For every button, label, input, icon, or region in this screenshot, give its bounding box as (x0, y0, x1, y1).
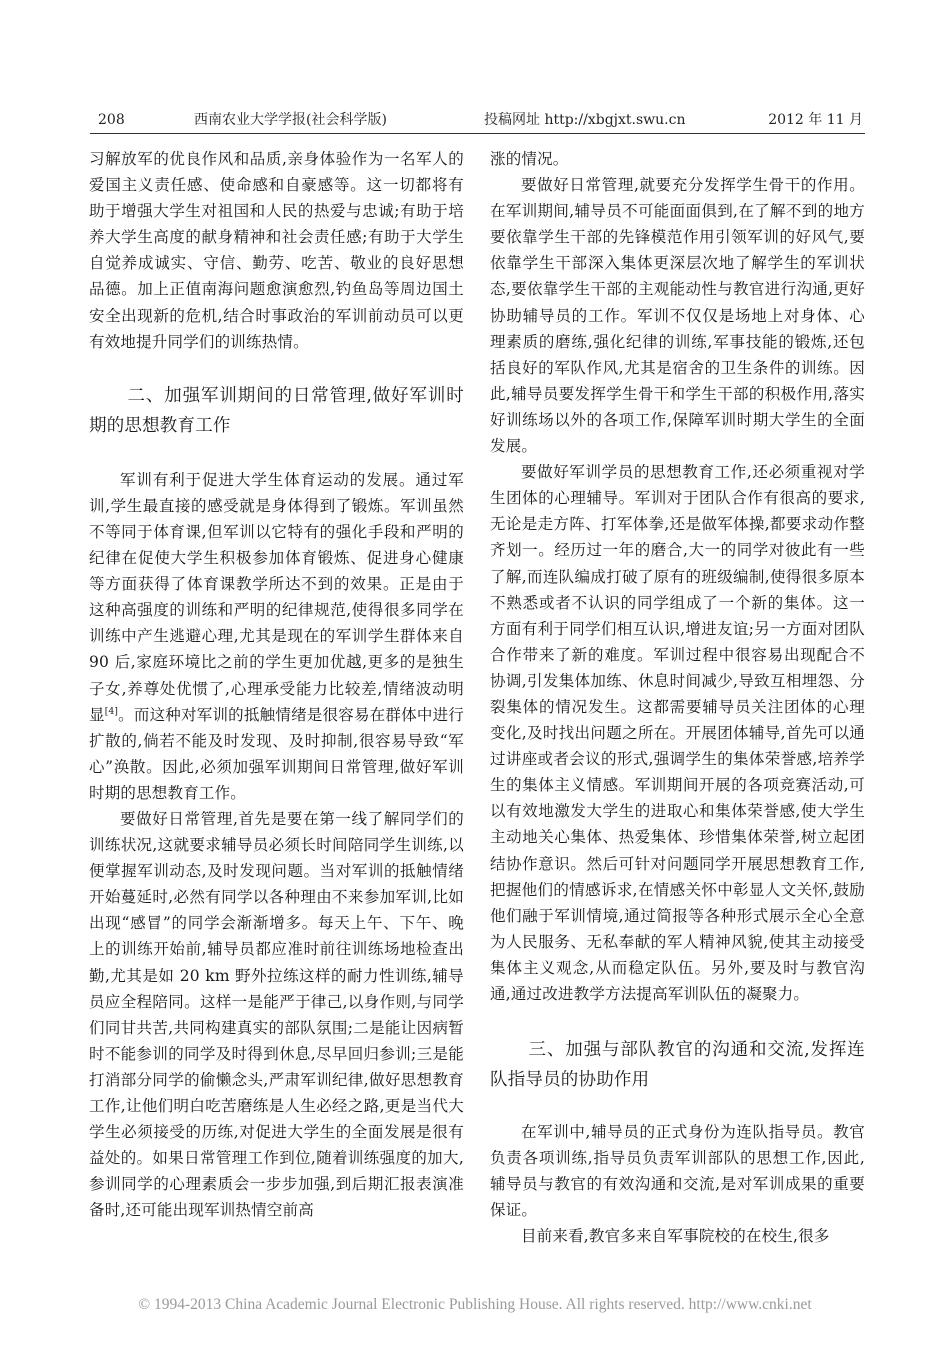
paragraph: 要做好军训学员的思想教育工作,还必须重视对学生团体的心理辅导。军训对于团队合作有很高的要求,无论是走方阵、打军体拳,还是做军体操,都要求动作整齐划一。经历过一年的磨合,大一的同学对彼此有一些了解,而连队编成打破了原有的班级编制,使得很多原本不熟悉或者不认识的同学组成了一个新的集体。这一方面有利于同学们相互认识,增进友谊;另一方面对团队合作带来了新的难度。军训过程中很容易出现配合不协调,引发集体加练、休息时间减少,导致互相埋怨、分裂集体的情况发生。这都需要辅导员关注团体的心理变化,及时找出问题之所在。开展团体辅导,首先可以通过讲座或者会议的形式,强调学生的集体荣誉感,培养学生的集体主义情感。军训期间开展的各项竞赛活动,可以有效地激发大学生的进取心和集体荣誉感,使大学生主动地关心集体、热爱集体、珍惜集体荣誉,树立起团结协作意识。然后可针对问题同学开展思想教育工作,把握他们的情感诉求,在情感关怀中彰显人文关怀,鼓励他们融于军训情境,通过简报等各种形式展示全心全意为人民服务、无私奉献的军人精神风貌,使其主动接受集体主义观念,从而稳定队伍。另外,要及时与教官沟通,通过改进教学方法提高军训队伍的凝聚力。 (490, 463, 865, 1003)
copyright-footer: © 1994-2013 China Academic Journal Electronic Publishing House. All rights reserved. http://www.cnki.net (138, 1296, 812, 1313)
left-column (89, 146, 464, 1223)
submission-site: 投稿网址 http://xbgjxt.swu.cn (484, 112, 686, 128)
paragraph: 目前来看,教官多来自军事院校的在校生,很多 (521, 1227, 830, 1246)
paragraph: 在军训中,辅导员的正式身份为连队指导员。教官负责各项训练,指导员负责军训部队的思想工作,因此,辅导员与教官的有效沟通和交流,是对军训成果的重要保证。 (490, 1123, 865, 1220)
section-heading-2: 二、加强军训期间的日常管理,做好军训时期的思想教育工作 (89, 385, 464, 436)
paragraph: 要做好日常管理,首先是要在第一线了解同学们的训练状况,这就要求辅导员必须长时间陪同学生训练,以便掌握军训动态,及时发现问题。当对军训的抵触情绪开始蔓延时,必然有同学以各种理由不来参加军训,比如出现“感冒”的同学会渐渐增多。每天上午、下午、晚上的训练开始前,辅导员都应准时前往训练场地检查出勤,尤其是如 20 km 野外拉练这样的耐力性训练,辅导员应全程陪同。这样一是能严于律己,以身作则,与同学们同甘共苦,共同构建真实的部队氛围;二是能让因病暂时不能参训的同学及时得到休息,尽早回归参训;三是能打消部分同学的偷懒念头,严肃军训纪律,做好思想教育工作,让他们明白吃苦磨练是人生必经之路,更是当代大学生必须接受的历练,对促进大学生的全面发展是很有益处的。如果日常管理工作到位,随着训练强度的加大,参训同学的心理素质会一步步加强,到后期汇报表演准备时,还可能出现军训热情空前高 (89, 809, 464, 1220)
paragraph-text: 军训有利于促进大学生体育运动的发展。通过军训,学生最直接的感受就是身体得到了锻炼。军训虽然不等同于体育课,但军训以它特有的强化手段和严明的纪律在促使大学生积极参加体育锻炼、促进身心健康等方面获得了体育课教学所达不到的效果。正是由于这种高强度的训练和严明的纪律规范,使得很多同学在训练中产生逃避心理,尤其是现在的军训学生群体来自 90 后,家庭环境比之前的学生更加优越,更多的是独生子女,养尊处优惯了,心理承受能力比较差,情绪波动明显 (89, 470, 464, 724)
page-number: 208 (98, 112, 125, 128)
paragraph-continued: 涨的情况。 (490, 150, 569, 168)
right-column (490, 146, 865, 1250)
journal-title: 西南农业大学学报(社会科学版) (194, 112, 387, 128)
citation-ref[interactable]: [4] (104, 706, 119, 717)
paragraph: 要做好日常管理,就要充分发挥学生骨干的作用。在军训期间,辅导员不可能面面俱到,在了解不到的地方要依靠学生干部的先锋模范作用引领军训的好风气,要依靠学生干部深入集体更深层次地了解学生的军训状态,要依靠学生干部的主观能动性与教官进行沟通,更好协助辅导员的工作。军训不仅仅是场地上对身体、心理素质的磨练,强化纪律的训练,军事技能的锻炼,还包括良好的军队作风,尤其是宿舍的卫生条件的训练。因此,辅导员要发挥学生骨干和学生干部的积极作用,落实好训练场以外的各项工作,保障军训时期大学生的全面发展。 (490, 176, 865, 456)
issue-date: 2012 年 11 月 (768, 112, 863, 128)
paragraph-continued: 习解放军的优良作风和品质,亲身体验作为一名军人的爱国主义责任感、使命感和自豪感等。这一切都将有助于增强大学生对祖国和人民的热爱与忠诚;有助于培养大学生高度的献身精神和社会责任感;有助于大学生自觉养成诚实、守信、勤劳、吃苦、敬业的良好思想品德。加上正值南海问题愈演愈烈,钓鱼岛等周边国土安全出现新的危机,结合时事政治的军训前动员可以更有效地提升同学们的训练热情。 (89, 150, 464, 351)
paragraph (89, 467, 464, 806)
header-rule (90, 133, 865, 134)
section-heading-3: 三、加强与部队教官的沟通和交流,发挥连队指导员的协助作用 (490, 1040, 865, 1091)
paragraph-text: 。而这种对军训的抵触情绪是很容易在群体中进行扩散的,倘若不能及时发现、及时抑制,很容易导致“军心”涣散。因此,必须加强军训期间日常管理,做好军训时期的思想教育工作。 (89, 705, 465, 802)
running-header (98, 108, 863, 132)
